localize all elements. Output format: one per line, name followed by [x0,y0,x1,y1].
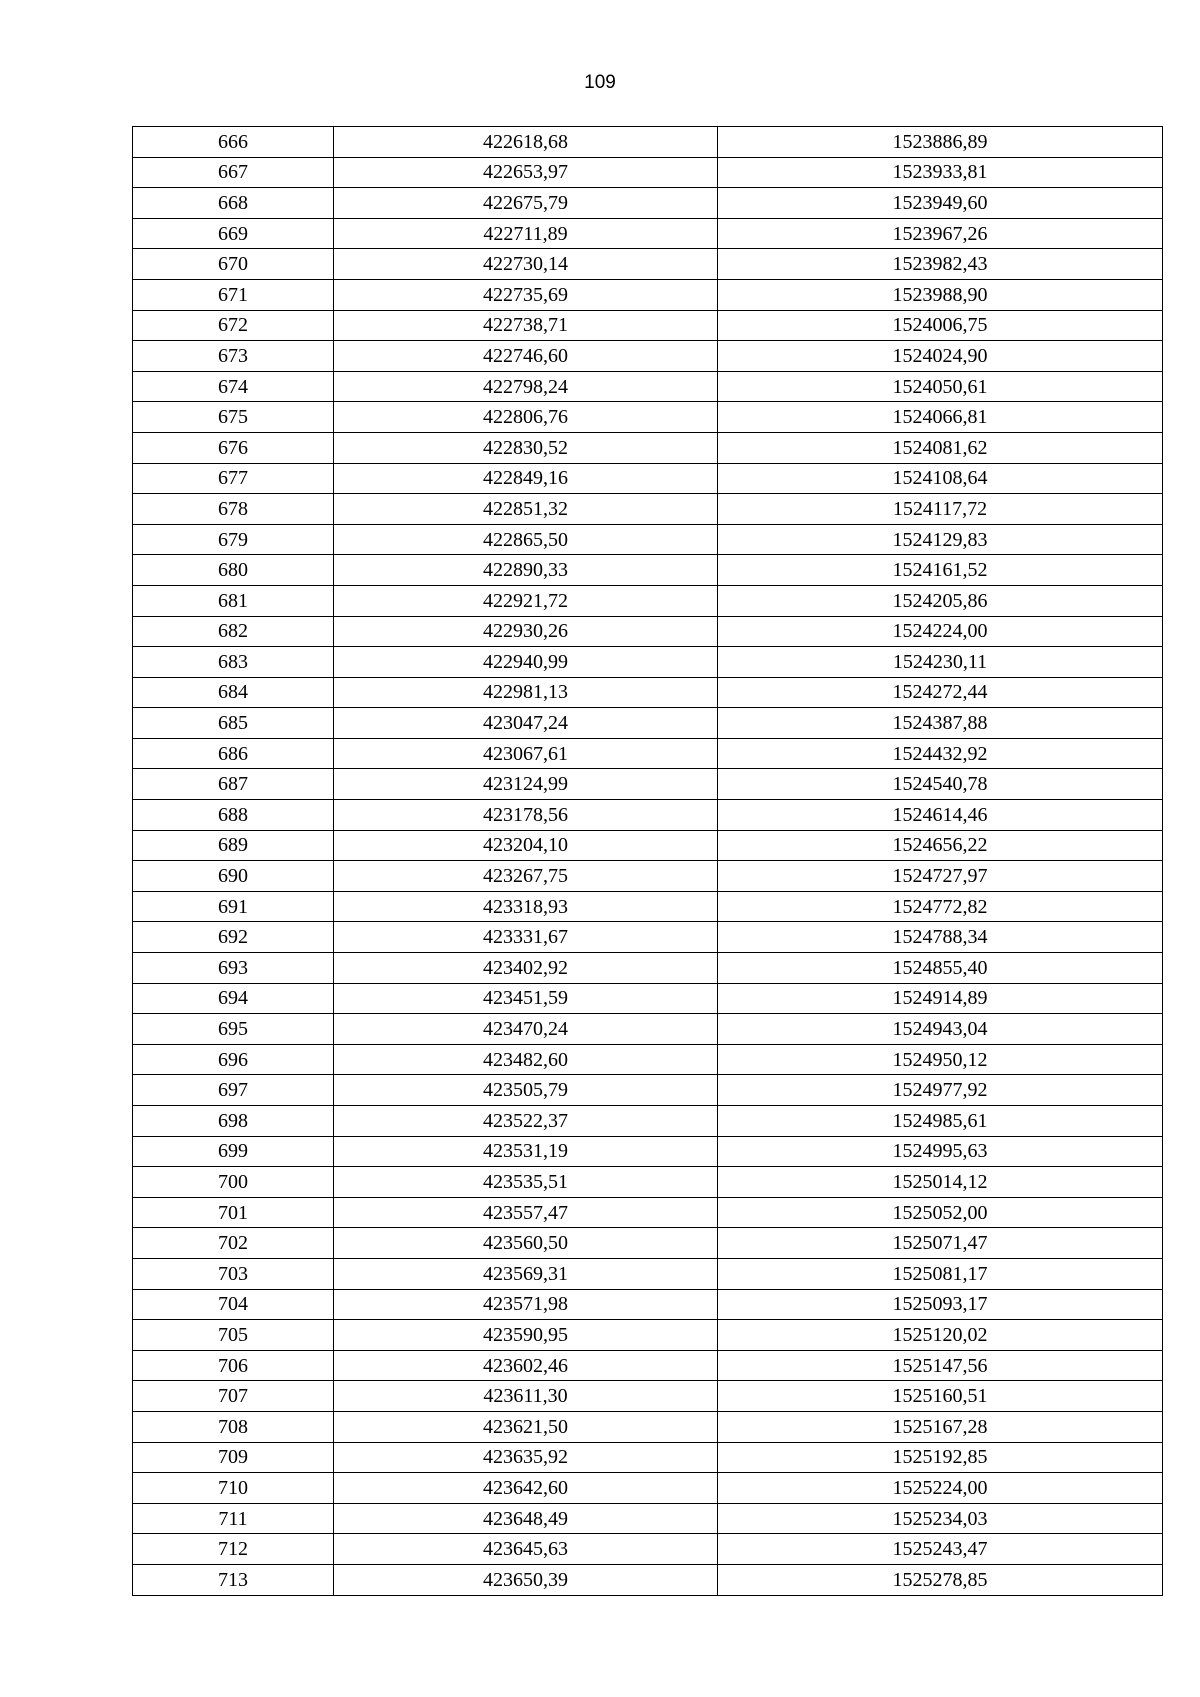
point-number-cell: 707 [133,1381,334,1412]
point-number-cell: 669 [133,218,334,249]
table-row [133,1320,1163,1351]
point-number-cell: 689 [133,830,334,861]
table-row [133,953,1163,984]
x-coordinate-cell: 422921,72 [334,585,718,616]
table-row [133,1106,1163,1137]
coordinates-table [132,126,1163,1596]
y-coordinate-cell: 1524950,12 [718,1044,1163,1075]
y-coordinate-cell: 1525147,56 [718,1350,1163,1381]
x-coordinate-cell: 423557,47 [334,1197,718,1228]
x-coordinate-cell: 423650,39 [334,1564,718,1595]
point-number-cell: 688 [133,800,334,831]
y-coordinate-cell: 1525081,17 [718,1258,1163,1289]
x-coordinate-cell: 423402,92 [334,953,718,984]
point-number-cell: 702 [133,1228,334,1259]
table-row [133,494,1163,525]
y-coordinate-cell: 1524081,62 [718,432,1163,463]
point-number-cell: 667 [133,157,334,188]
x-coordinate-cell: 423531,19 [334,1136,718,1167]
x-coordinate-cell: 422618,68 [334,127,718,158]
x-coordinate-cell: 423648,49 [334,1503,718,1534]
point-number-cell: 697 [133,1075,334,1106]
y-coordinate-cell: 1524772,82 [718,891,1163,922]
point-number-cell: 670 [133,249,334,280]
x-coordinate-cell: 422851,32 [334,494,718,525]
point-number-cell: 711 [133,1503,334,1534]
table-row [133,127,1163,158]
y-coordinate-cell: 1524205,86 [718,585,1163,616]
x-coordinate-cell: 422746,60 [334,341,718,372]
x-coordinate-cell: 422890,33 [334,555,718,586]
y-coordinate-cell: 1525224,00 [718,1473,1163,1504]
point-number-cell: 673 [133,341,334,372]
table-row [133,891,1163,922]
x-coordinate-cell: 423560,50 [334,1228,718,1259]
point-number-cell: 675 [133,402,334,433]
point-number-cell: 671 [133,279,334,310]
y-coordinate-cell: 1523982,43 [718,249,1163,280]
x-coordinate-cell: 423178,56 [334,800,718,831]
x-coordinate-cell: 423645,63 [334,1534,718,1565]
y-coordinate-cell: 1524995,63 [718,1136,1163,1167]
table-row [133,1075,1163,1106]
table-row [133,800,1163,831]
x-coordinate-cell: 423318,93 [334,891,718,922]
table-row [133,249,1163,280]
x-coordinate-cell: 423642,60 [334,1473,718,1504]
point-number-cell: 700 [133,1167,334,1198]
y-coordinate-cell: 1523933,81 [718,157,1163,188]
x-coordinate-cell: 423505,79 [334,1075,718,1106]
y-coordinate-cell: 1525192,85 [718,1442,1163,1473]
x-coordinate-cell: 422981,13 [334,677,718,708]
point-number-cell: 679 [133,524,334,555]
y-coordinate-cell: 1524727,97 [718,861,1163,892]
y-coordinate-cell: 1524272,44 [718,677,1163,708]
y-coordinate-cell: 1523967,26 [718,218,1163,249]
point-number-cell: 686 [133,738,334,769]
y-coordinate-cell: 1525278,85 [718,1564,1163,1595]
x-coordinate-cell: 423635,92 [334,1442,718,1473]
table-row [133,463,1163,494]
y-coordinate-cell: 1524066,81 [718,402,1163,433]
table-row [133,1014,1163,1045]
table-row [133,708,1163,739]
x-coordinate-cell: 423569,31 [334,1258,718,1289]
table-row [133,432,1163,463]
x-coordinate-cell: 423204,10 [334,830,718,861]
point-number-cell: 701 [133,1197,334,1228]
point-number-cell: 710 [133,1473,334,1504]
point-number-cell: 692 [133,922,334,953]
y-coordinate-cell: 1523886,89 [718,127,1163,158]
table-row [133,1136,1163,1167]
point-number-cell: 694 [133,983,334,1014]
point-number-cell: 680 [133,555,334,586]
x-coordinate-cell: 422849,16 [334,463,718,494]
table-row [133,1228,1163,1259]
table-row [133,677,1163,708]
point-number-cell: 696 [133,1044,334,1075]
x-coordinate-cell: 422653,97 [334,157,718,188]
table-row [133,738,1163,769]
point-number-cell: 681 [133,585,334,616]
table-row [133,830,1163,861]
y-coordinate-cell: 1524614,46 [718,800,1163,831]
table-row [133,1381,1163,1412]
point-number-cell: 712 [133,1534,334,1565]
table-row [133,188,1163,219]
table-row [133,341,1163,372]
table-row [133,279,1163,310]
table-row [133,1258,1163,1289]
table-row [133,310,1163,341]
y-coordinate-cell: 1525120,02 [718,1320,1163,1351]
y-coordinate-cell: 1524006,75 [718,310,1163,341]
point-number-cell: 709 [133,1442,334,1473]
y-coordinate-cell: 1524855,40 [718,953,1163,984]
x-coordinate-cell: 423590,95 [334,1320,718,1351]
y-coordinate-cell: 1524656,22 [718,830,1163,861]
x-coordinate-cell: 422730,14 [334,249,718,280]
y-coordinate-cell: 1525071,47 [718,1228,1163,1259]
point-number-cell: 706 [133,1350,334,1381]
y-coordinate-cell: 1524230,11 [718,647,1163,678]
x-coordinate-cell: 422738,71 [334,310,718,341]
y-coordinate-cell: 1524788,34 [718,922,1163,953]
point-number-cell: 678 [133,494,334,525]
x-coordinate-cell: 423482,60 [334,1044,718,1075]
point-number-cell: 691 [133,891,334,922]
y-coordinate-cell: 1524108,64 [718,463,1163,494]
point-number-cell: 708 [133,1411,334,1442]
point-number-cell: 668 [133,188,334,219]
x-coordinate-cell: 423621,50 [334,1411,718,1442]
y-coordinate-cell: 1525234,03 [718,1503,1163,1534]
point-number-cell: 676 [133,432,334,463]
page-number: 109 [584,72,616,93]
table-row [133,1534,1163,1565]
x-coordinate-cell: 423267,75 [334,861,718,892]
y-coordinate-cell: 1524161,52 [718,555,1163,586]
x-coordinate-cell: 423535,51 [334,1167,718,1198]
table-row [133,402,1163,433]
point-number-cell: 674 [133,371,334,402]
x-coordinate-cell: 422675,79 [334,188,718,219]
table-row [133,1044,1163,1075]
point-number-cell: 690 [133,861,334,892]
y-coordinate-cell: 1524985,61 [718,1106,1163,1137]
y-coordinate-cell: 1524117,72 [718,494,1163,525]
x-coordinate-cell: 423571,98 [334,1289,718,1320]
point-number-cell: 713 [133,1564,334,1595]
table-row [133,769,1163,800]
point-number-cell: 683 [133,647,334,678]
table-row [133,922,1163,953]
point-number-cell: 677 [133,463,334,494]
table-row [133,218,1163,249]
table-row [133,861,1163,892]
point-number-cell: 705 [133,1320,334,1351]
x-coordinate-cell: 422865,50 [334,524,718,555]
y-coordinate-cell: 1523949,60 [718,188,1163,219]
table-row [133,1564,1163,1595]
x-coordinate-cell: 422830,52 [334,432,718,463]
point-number-cell: 695 [133,1014,334,1045]
point-number-cell: 684 [133,677,334,708]
table-row [133,1289,1163,1320]
table-row [133,1197,1163,1228]
x-coordinate-cell: 423522,37 [334,1106,718,1137]
point-number-cell: 704 [133,1289,334,1320]
y-coordinate-cell: 1524432,92 [718,738,1163,769]
y-coordinate-cell: 1524540,78 [718,769,1163,800]
y-coordinate-cell: 1524977,92 [718,1075,1163,1106]
point-number-cell: 703 [133,1258,334,1289]
x-coordinate-cell: 422735,69 [334,279,718,310]
table-row [133,555,1163,586]
x-coordinate-cell: 423611,30 [334,1381,718,1412]
table-row [133,1473,1163,1504]
x-coordinate-cell: 423602,46 [334,1350,718,1381]
x-coordinate-cell: 423470,24 [334,1014,718,1045]
point-number-cell: 682 [133,616,334,647]
y-coordinate-cell: 1524024,90 [718,341,1163,372]
y-coordinate-cell: 1525014,12 [718,1167,1163,1198]
point-number-cell: 687 [133,769,334,800]
y-coordinate-cell: 1525167,28 [718,1411,1163,1442]
table-row [133,647,1163,678]
x-coordinate-cell: 422798,24 [334,371,718,402]
table-row [133,616,1163,647]
y-coordinate-cell: 1524387,88 [718,708,1163,739]
table-row [133,1167,1163,1198]
y-coordinate-cell: 1525052,00 [718,1197,1163,1228]
x-coordinate-cell: 422940,99 [334,647,718,678]
y-coordinate-cell: 1525160,51 [718,1381,1163,1412]
table-row [133,157,1163,188]
y-coordinate-cell: 1524224,00 [718,616,1163,647]
x-coordinate-cell: 423124,99 [334,769,718,800]
x-coordinate-cell: 423067,61 [334,738,718,769]
table-row [133,524,1163,555]
y-coordinate-cell: 1524914,89 [718,983,1163,1014]
table-row [133,983,1163,1014]
x-coordinate-cell: 423047,24 [334,708,718,739]
point-number-cell: 672 [133,310,334,341]
table-row [133,1442,1163,1473]
x-coordinate-cell: 422930,26 [334,616,718,647]
point-number-cell: 666 [133,127,334,158]
point-number-cell: 685 [133,708,334,739]
point-number-cell: 698 [133,1106,334,1137]
coordinates-table-body [133,127,1163,1596]
x-coordinate-cell: 423451,59 [334,983,718,1014]
table-row [133,1503,1163,1534]
y-coordinate-cell: 1524050,61 [718,371,1163,402]
point-number-cell: 699 [133,1136,334,1167]
table-row [133,371,1163,402]
y-coordinate-cell: 1524129,83 [718,524,1163,555]
x-coordinate-cell: 422806,76 [334,402,718,433]
point-number-cell: 693 [133,953,334,984]
table-row [133,1350,1163,1381]
y-coordinate-cell: 1524943,04 [718,1014,1163,1045]
x-coordinate-cell: 423331,67 [334,922,718,953]
table-row [133,1411,1163,1442]
table-row [133,585,1163,616]
y-coordinate-cell: 1525243,47 [718,1534,1163,1565]
x-coordinate-cell: 422711,89 [334,218,718,249]
y-coordinate-cell: 1525093,17 [718,1289,1163,1320]
y-coordinate-cell: 1523988,90 [718,279,1163,310]
